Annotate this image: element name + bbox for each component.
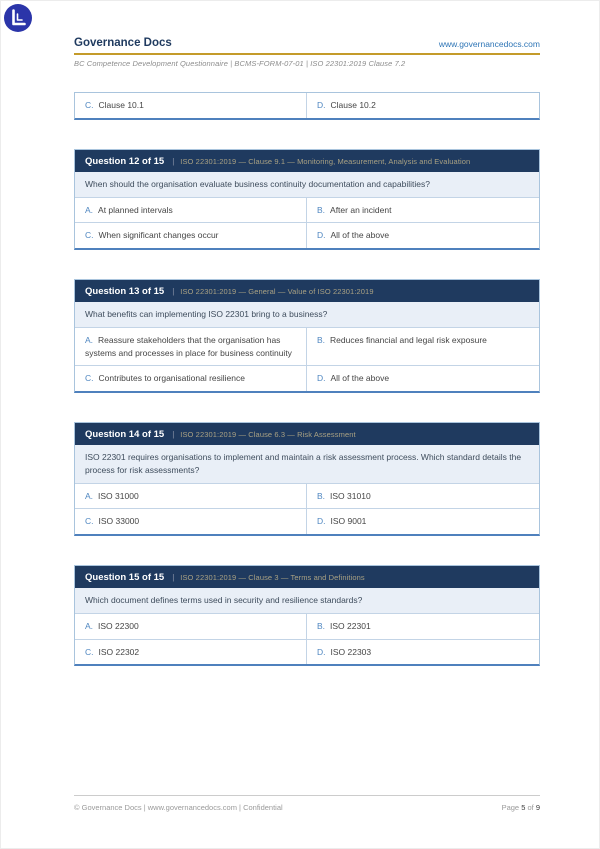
option-letter: C. (85, 373, 94, 384)
option-letter: C. (85, 646, 94, 657)
option-letter: D. (317, 646, 326, 657)
option-letter: D. (317, 373, 326, 384)
question-block-15 (74, 565, 540, 666)
option-text: All of the above (330, 373, 390, 384)
question-title: Question 14 of 15 (85, 429, 165, 440)
option-letter: A. (85, 620, 94, 631)
question-title: Question 12 of 15 (85, 155, 165, 167)
option-cell-c (75, 640, 307, 665)
header-separator: | (172, 430, 175, 439)
option-text: ISO 22301 (330, 620, 371, 631)
option-text: Reassure stakeholders that the organisation has systems and processes in place for business continuity (85, 334, 292, 358)
option-cell-a (75, 614, 307, 639)
question-text: Which document defines terms used in security and resilience standards? (75, 588, 539, 614)
page-number: 5 (521, 803, 526, 812)
option-letter: A. (85, 490, 94, 501)
question-block-12 (74, 149, 540, 250)
option-letter: C. (85, 100, 94, 110)
option-letter: C. (85, 230, 94, 241)
option-text: ISO 31000 (98, 490, 139, 501)
option-row (75, 365, 539, 391)
option-row (75, 328, 539, 366)
question-clause: ISO 22301:2019 — General — Value of ISO 22301:2019 (180, 287, 374, 296)
option-cell-d (307, 223, 539, 248)
option-cell-a (75, 484, 307, 509)
option-text: Clause 10.2 (330, 100, 376, 110)
l-monogram-icon (3, 3, 33, 33)
option-row (75, 639, 539, 665)
option-text: At planned intervals (98, 204, 173, 215)
option-cell-a (75, 198, 307, 223)
brand-name: Governance Docs (74, 37, 172, 49)
footer-copyright: © Governance Docs | www.governancedocs.com | Confidential (74, 803, 283, 812)
question-text: When should the organisation evaluate business continuity documentation and capabilities? (75, 172, 539, 198)
document-header (74, 0, 540, 55)
page-indicator (502, 803, 540, 812)
page-content (74, 0, 540, 666)
option-letter: D. (317, 100, 326, 110)
option-cell-c (75, 366, 307, 391)
website-link[interactable]: www.governancedocs.com (438, 39, 540, 49)
of-label: of (527, 803, 534, 812)
option-cell-c (75, 509, 307, 534)
option-text: After an incident (330, 204, 392, 215)
question-block-14 (74, 422, 540, 536)
option-text: ISO 31010 (330, 490, 371, 501)
option-letter: D. (317, 230, 326, 241)
option-cell-d (307, 93, 539, 118)
option-text: Contributes to organisational resilience (98, 373, 245, 384)
question-text: What benefits can implementing ISO 22301 bring to a business? (75, 302, 539, 328)
option-letter: B. (317, 620, 326, 631)
doc-subtitle: BC Competence Development Questionnaire | BCMS-FORM-07-01 | ISO 22301:2019 Clause 7.2 (74, 59, 406, 68)
option-letter: D. (317, 516, 326, 527)
header-separator: | (172, 287, 175, 296)
question-clause: ISO 22301:2019 — Clause 9.1 — Monitoring, Measurement, Analysis and Evaluation (180, 156, 471, 166)
option-row (75, 508, 539, 534)
question-text: ISO 22301 requires organisations to implement and maintain a risk assessment process. Which standard details the process for risk assessments? (75, 445, 539, 484)
question-block-13 (74, 279, 540, 393)
option-row (75, 222, 539, 248)
option-cell-d (307, 366, 539, 391)
question-clause: ISO 22301:2019 — Clause 3 — Terms and Definitions (180, 573, 365, 582)
option-cell-d (307, 640, 539, 665)
option-text: When significant changes occur (98, 230, 219, 241)
option-text: ISO 22302 (98, 646, 140, 657)
continuation-options-table (74, 92, 540, 120)
header-separator: | (172, 156, 175, 166)
option-text: ISO 22300 (98, 620, 139, 631)
option-cell-b (307, 198, 539, 223)
option-text: ISO 22303 (330, 646, 372, 657)
question-title: Question 15 of 15 (85, 572, 165, 583)
question-header (75, 566, 539, 588)
option-row (75, 484, 539, 509)
option-cell-c (75, 223, 307, 248)
option-row (75, 93, 539, 118)
page-total: 9 (535, 803, 540, 812)
question-clause: ISO 22301:2019 — Clause 6.3 — Risk Assessment (180, 430, 356, 439)
option-text: ISO 33000 (98, 516, 140, 527)
option-letter: B. (317, 204, 326, 215)
option-cell-d (307, 509, 539, 534)
option-row (75, 198, 539, 223)
option-text: All of the above (330, 230, 390, 241)
question-header (75, 150, 539, 172)
option-letter: C. (85, 516, 94, 527)
option-text: Clause 10.1 (98, 100, 144, 110)
option-cell-c (75, 93, 307, 118)
option-row (75, 614, 539, 639)
question-header (75, 280, 539, 302)
option-text: ISO 9001 (330, 516, 367, 527)
page-footer (74, 795, 540, 812)
question-title: Question 13 of 15 (85, 286, 165, 297)
option-cell-b (307, 484, 539, 509)
page-label: Page (501, 803, 520, 812)
option-letter: B. (317, 334, 326, 345)
option-letter: A. (85, 334, 94, 345)
option-cell-a (75, 328, 307, 366)
header-separator: | (172, 573, 175, 582)
option-letter: A. (85, 204, 94, 215)
question-header (75, 423, 539, 445)
option-text: Reduces financial and legal risk exposure (330, 334, 487, 345)
option-cell-b (307, 328, 539, 366)
option-cell-b (307, 614, 539, 639)
option-letter: B. (317, 490, 326, 501)
